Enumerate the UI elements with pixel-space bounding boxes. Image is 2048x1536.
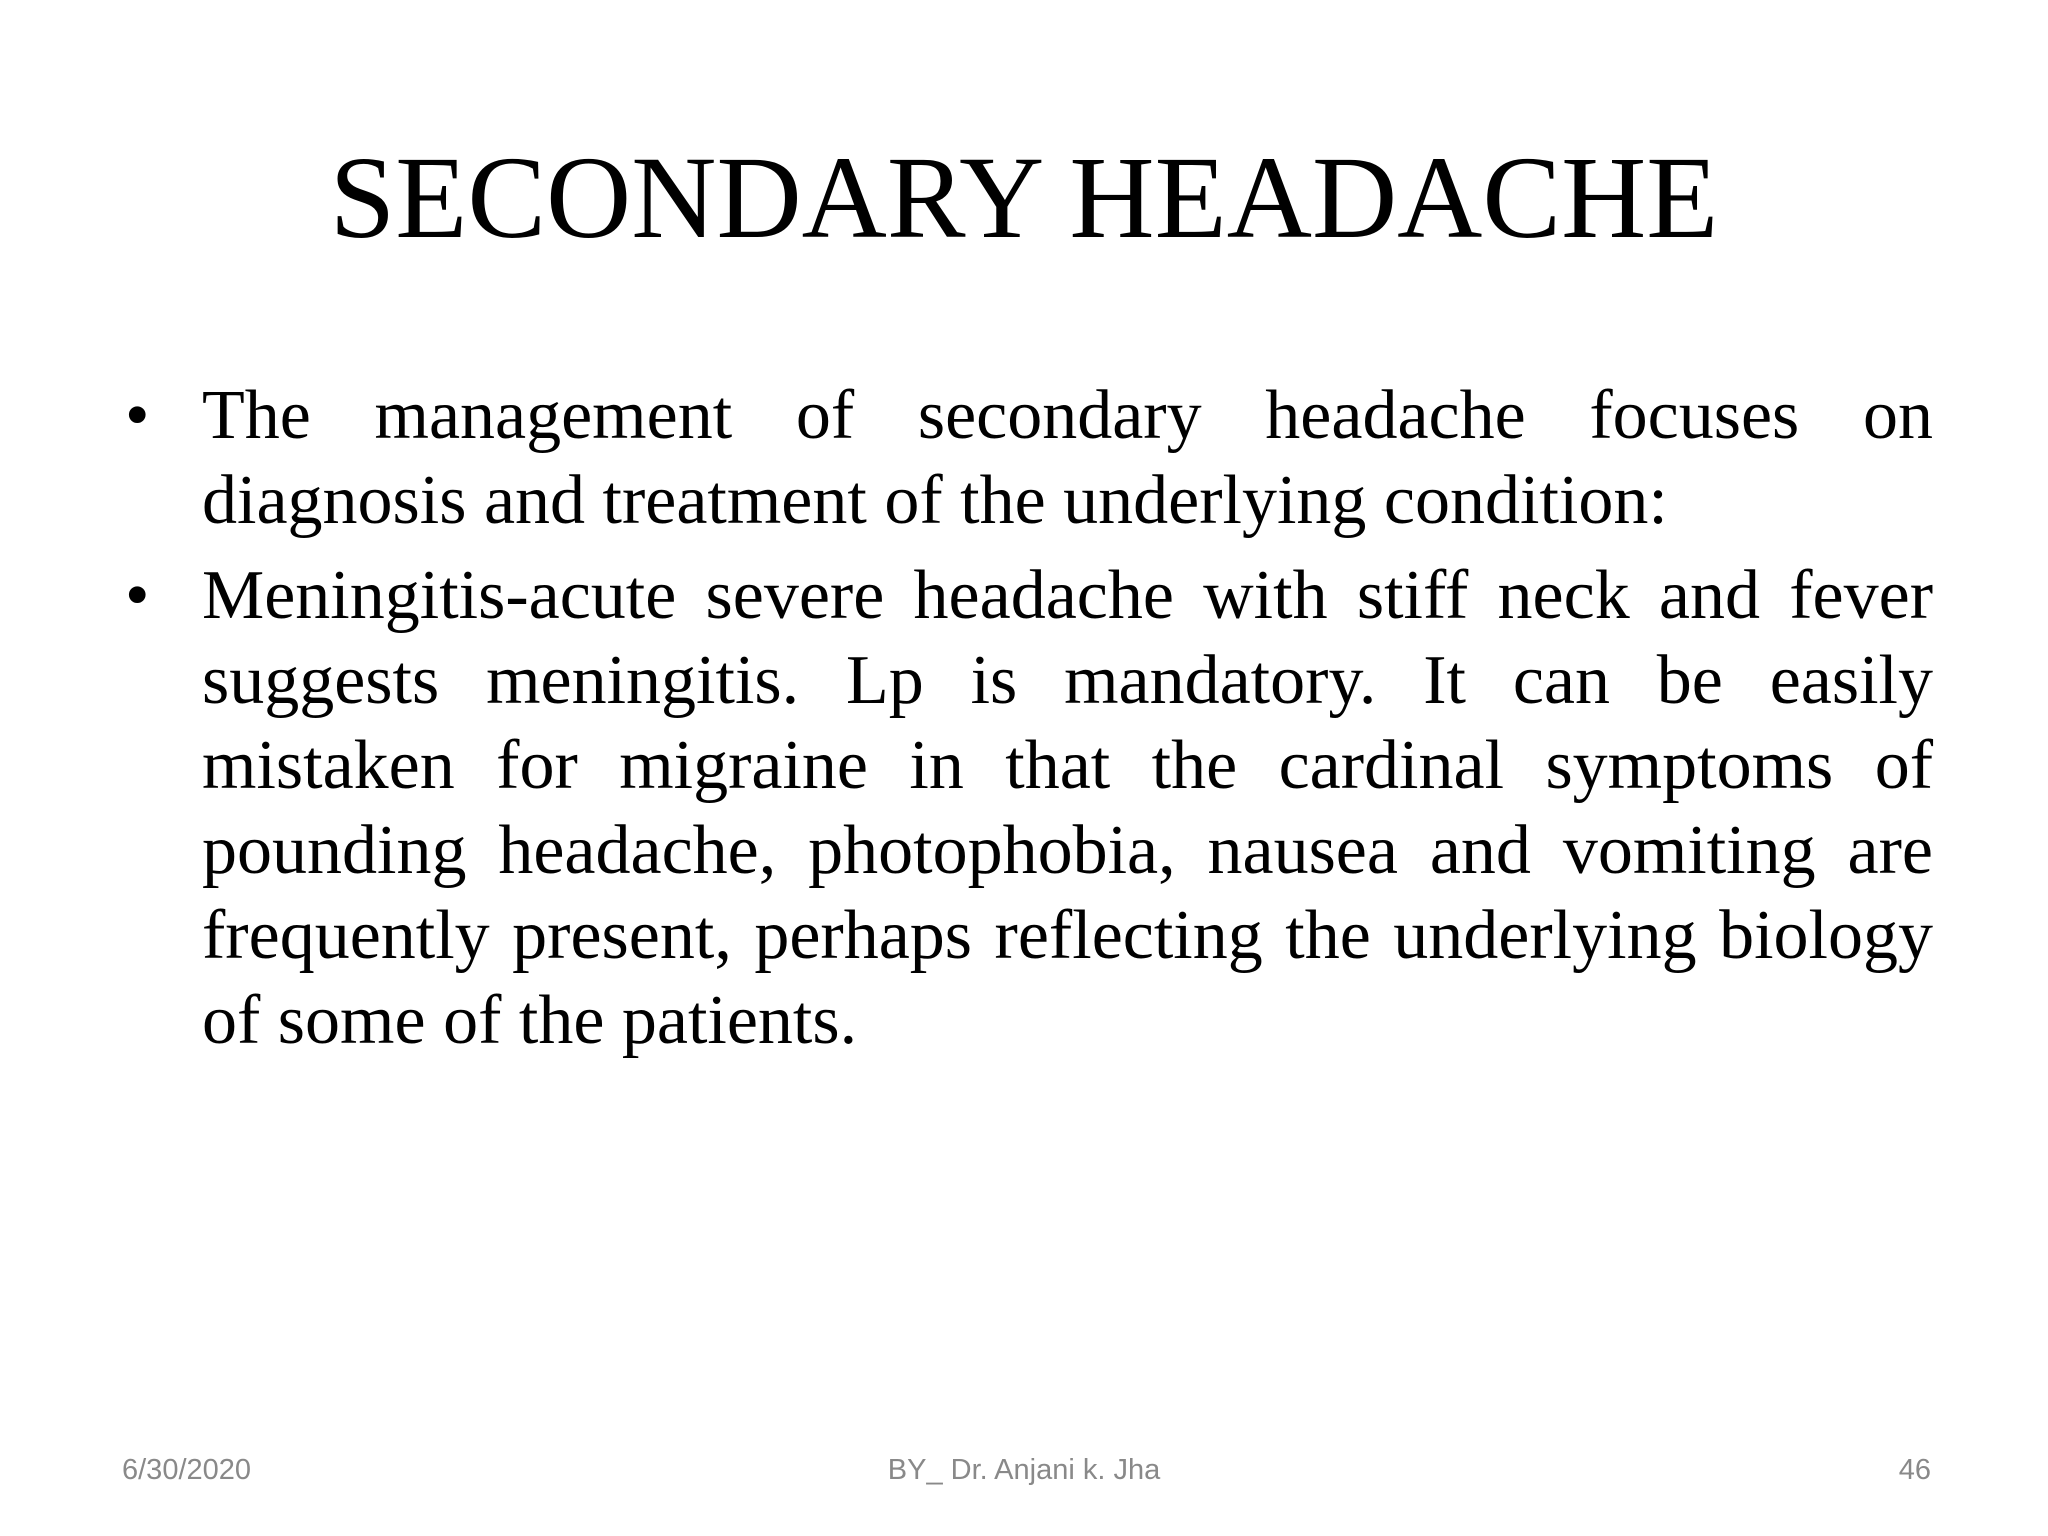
bullet-icon: • (125, 377, 150, 454)
slide-title: SECONDARY HEADACHE (329, 132, 1719, 263)
bullet-item (125, 373, 1933, 543)
bullet-text: The management of secondary headache focuses on diagnosis and treatment of the underlying condition: (202, 377, 1933, 539)
bullet-icon: • (125, 557, 150, 634)
bullet-list (125, 373, 1933, 1073)
footer-page-number: 46 (1898, 1454, 1931, 1486)
bullet-item (125, 553, 1933, 1063)
bullet-text: Meningitis-acute severe headache with stiff neck and fever suggests meningitis. Lp is mandatory. It can be easily mistaken for migraine in that the cardinal symptoms of pounding headache, photophobia, nausea and vomiting are frequently present, perhaps reflecting the underlying biology of some of the patients. (202, 557, 1933, 1059)
footer-date: 6/30/2020 (122, 1454, 252, 1486)
footer-author: BY_ Dr. Anjani k. Jha (887, 1454, 1161, 1486)
